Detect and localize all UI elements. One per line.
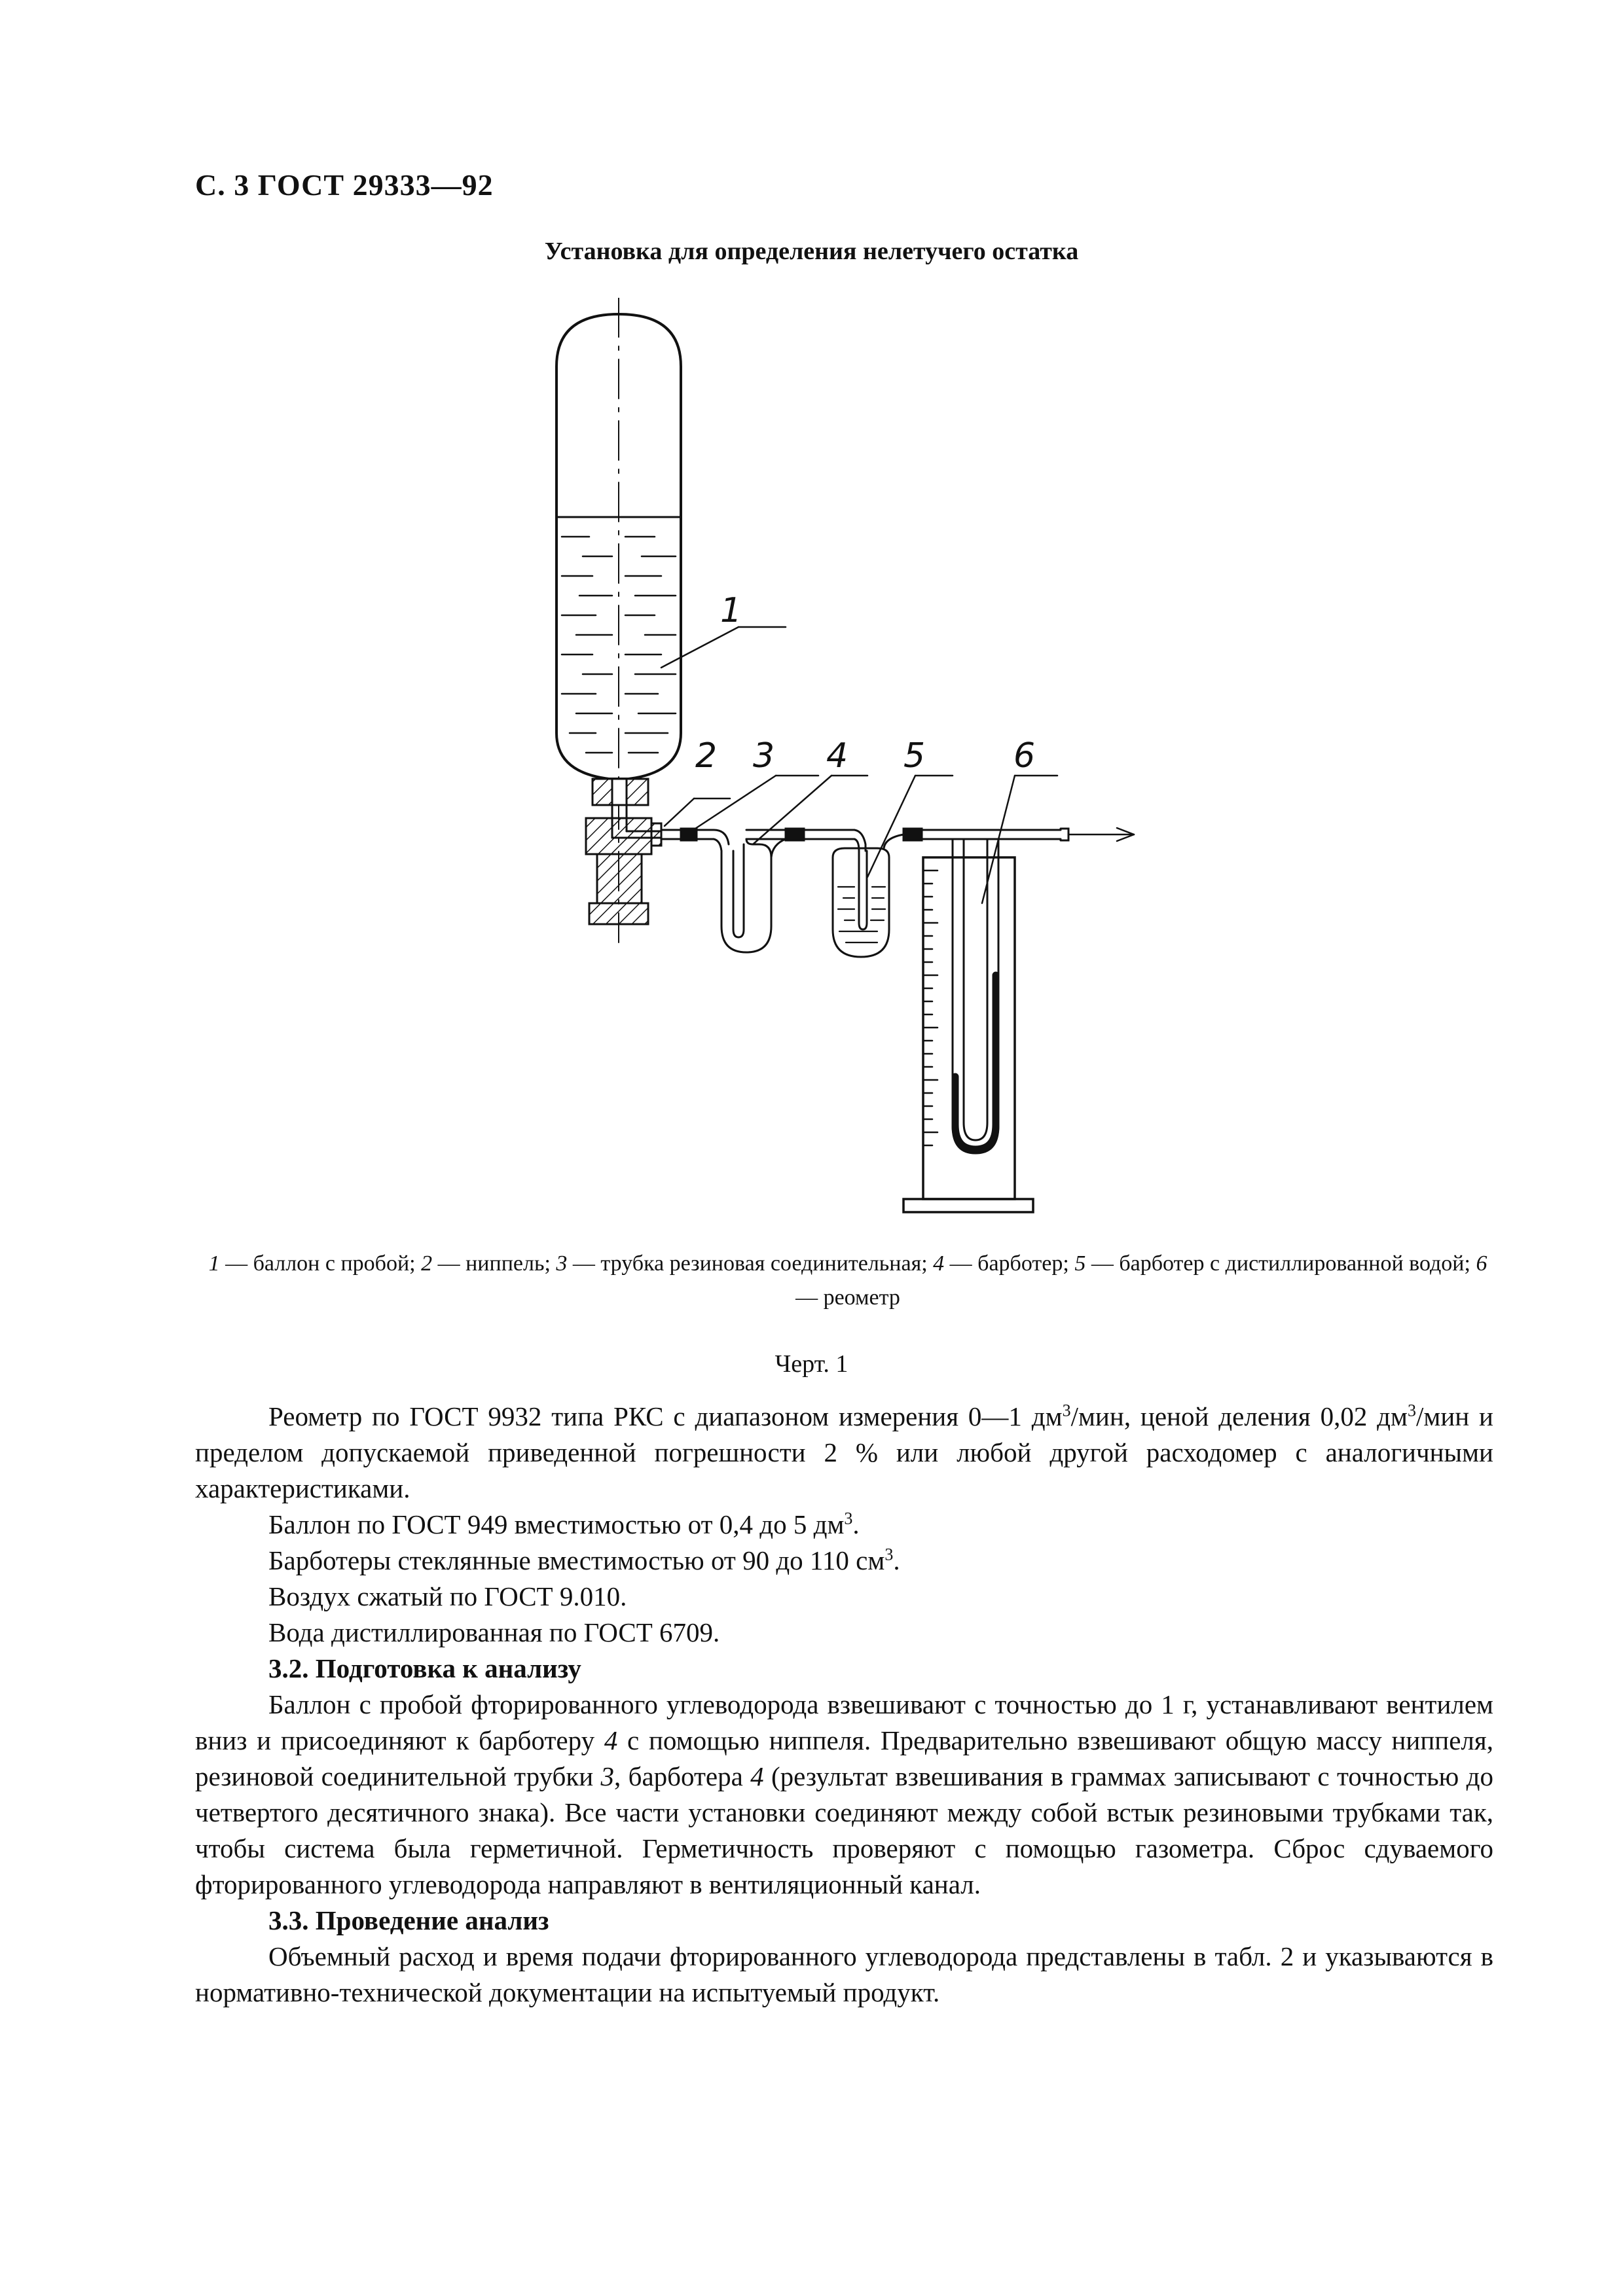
legend-num: 6 bbox=[1476, 1251, 1487, 1276]
callout-5: 5 bbox=[903, 736, 926, 776]
paragraph-air: Воздух сжатый по ГОСТ 9.010. bbox=[268, 1581, 627, 1611]
paragraph-preparation: Баллон с пробой фторированного углеводорода взвешивают с точностью до 1 г, устанавливают вентилем вниз и присоединяют к барботеру 4 с помощью ниппеля. Предварительно взвешивают общую массу ниппеля, резиновой соединительной трубки 3, барботера 4 (результат взвешивания в граммах записывают с точностью до четвертого десятичного знака). Все части установки соединяют между собой встык резиновыми трубками так, чтобы система была герметичной. Герметичность проверяют с помощью газометра. Сброс сдуваемого фторированного углеводорода направляют в вентиляционный канал. bbox=[195, 1689, 1493, 1899]
callout-1: 1 bbox=[720, 591, 742, 630]
legend-num: 1 bbox=[208, 1251, 220, 1276]
legend-text: — реометр bbox=[795, 1285, 900, 1310]
bubbler-5 bbox=[833, 830, 903, 957]
legend-text: — трубка резиновая соединительная; bbox=[567, 1251, 934, 1276]
legend-text: — барботер с дистиллированной водой; bbox=[1085, 1251, 1476, 1276]
page-header: С. 3 ГОСТ 29333—92 bbox=[195, 168, 494, 202]
bubbler-4 bbox=[721, 839, 786, 952]
figure-legend bbox=[196, 1247, 1499, 1315]
callout-6: 6 bbox=[1013, 736, 1036, 776]
legend-num: 3 bbox=[556, 1251, 568, 1276]
paragraph-rheometer: Реометр по ГОСТ 9932 типа РКС с диапазоном измерения 0—1 $дм^3$/мин, ценой деления 0,02 $дм^3$/мин и пределом допускаемой приведенной погрешности 2 % или любой другой расходомер с аналогичными характеристиками. bbox=[195, 1401, 1493, 1503]
paragraph-balloon: Баллон по ГОСТ 949 вместимостью от 0,4 до 5 $дм^3$. bbox=[268, 1509, 860, 1539]
apparatus-diagram bbox=[511, 298, 1165, 1227]
callout-3: 3 bbox=[753, 736, 775, 776]
water-hatching bbox=[838, 887, 885, 942]
legend-text: — баллон с пробой; bbox=[219, 1251, 422, 1276]
paragraph-water: Вода дистиллированная по ГОСТ 6709. bbox=[268, 1617, 720, 1647]
paragraph-bubblers: Барботеры стеклянные вместимостью от 90 до 110 $см^3$. bbox=[268, 1545, 900, 1575]
connecting-tube bbox=[661, 828, 1134, 851]
body-text bbox=[195, 1399, 1493, 2011]
figure-caption: Черт. 1 bbox=[775, 1350, 848, 1378]
legend-num: 4 bbox=[933, 1251, 945, 1276]
figure-title: Установка для определения нелетучего остатка bbox=[544, 238, 1079, 265]
rheometer-scale bbox=[923, 870, 938, 1145]
legend-text: — ниппель; bbox=[432, 1251, 556, 1276]
legend-text: — барботер; bbox=[944, 1251, 1075, 1276]
valve bbox=[586, 779, 661, 924]
section-heading-3-2: 3.2. Подготовка к анализу bbox=[268, 1653, 581, 1683]
callout-4: 4 bbox=[826, 736, 848, 776]
legend-num: 5 bbox=[1074, 1251, 1086, 1276]
rheometer-6 bbox=[903, 839, 1033, 1212]
legend-num: 2 bbox=[421, 1251, 433, 1276]
section-heading-3-3: 3.3. Проведение анализ bbox=[268, 1905, 549, 1935]
callout-2: 2 bbox=[695, 736, 718, 776]
paragraph-analysis: Объемный расход и время подачи фторированного углеводорода представлены в табл. 2 и указываются в нормативно-технической документации на испытуемый продукт. bbox=[195, 1941, 1493, 2007]
